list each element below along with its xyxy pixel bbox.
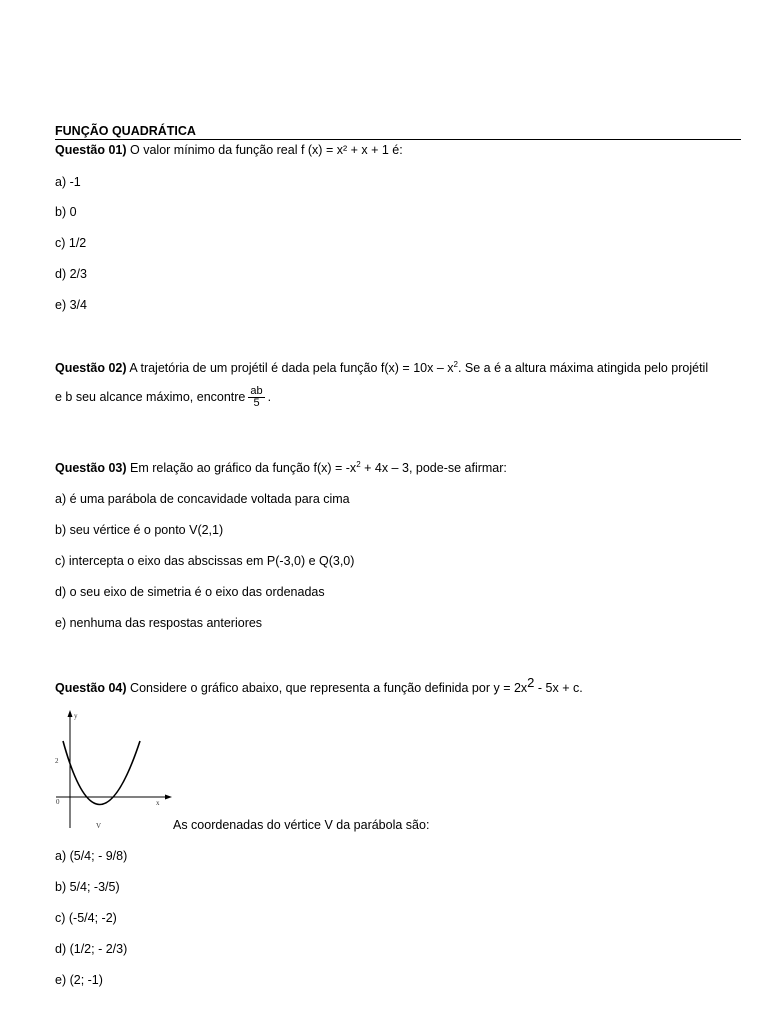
q3-option-c: c) intercepta o eixo das abscissas em P(-3,0) e Q(3,0) <box>55 554 355 568</box>
question-4 <box>55 675 583 696</box>
question-3-label: Questão 03) <box>55 461 127 475</box>
question-1-label: Questão 01) <box>55 143 127 157</box>
fraction-numerator: ab <box>250 385 263 398</box>
question-1 <box>55 142 403 158</box>
y-intercept-label: 2 <box>55 757 59 765</box>
question-3-sup: 2 <box>356 459 361 469</box>
q1-option-d: d) 2/3 <box>55 267 87 281</box>
x-axis-label: x <box>156 799 160 807</box>
question-2-end: . <box>267 390 272 404</box>
question-2-text-a: A trajetória de um projétil é dada pela função f(x) = 10x – x <box>126 361 454 375</box>
q4-option-b: b) 5/4; -3/5) <box>55 880 120 894</box>
question-2 <box>55 360 708 376</box>
fraction-ab-over-5 <box>248 386 264 409</box>
question-2-line2 <box>55 386 271 409</box>
q3-option-d: d) o seu eixo de simetria é o eixo das ordenadas <box>55 585 325 599</box>
question-4-caption: As coordenadas do vértice V da parábola são: <box>173 818 430 832</box>
question-2-line2-text: e b seu alcance máximo, encontre <box>55 390 246 404</box>
q3-option-e: e) nenhuma das respostas anteriores <box>55 616 263 630</box>
question-3 <box>55 460 507 476</box>
question-2-text-b: . Se a é a altura máxima atingida pelo projétil <box>457 361 709 375</box>
q4-option-d: d) (1/2; - 2/3) <box>55 942 128 956</box>
question-2-label: Questão 02) <box>55 361 127 375</box>
x-axis-arrow <box>165 795 172 800</box>
question-4-sup: 2 <box>527 675 535 690</box>
q4-option-c: c) (-5/4; -2) <box>55 911 117 925</box>
q1-option-a: a) -1 <box>55 175 81 189</box>
question-4-label: Questão 04) <box>55 681 127 695</box>
q4-option-e: e) (2; -1) <box>55 973 103 987</box>
y-axis-arrow <box>68 710 73 717</box>
q1-option-e: e) 3/4 <box>55 298 87 312</box>
question-4-text-a: Considere o gráfico abaixo, que representa a função definida por y = 2x <box>126 681 528 695</box>
question-2-sup: 2 <box>453 359 458 369</box>
origin-label: 0 <box>56 798 60 806</box>
vertex-label: V <box>96 822 102 830</box>
question-3-text-b: + 4x – 3, pode-se afirmar: <box>360 461 507 475</box>
question-3-text-a: Em relação ao gráfico da função f(x) = -x <box>126 461 357 475</box>
parabola-curve <box>63 741 140 805</box>
fraction-denominator: 5 <box>253 397 260 410</box>
q4-option-a: a) (5/4; - 9/8) <box>55 849 128 863</box>
y-axis-label: y <box>74 712 78 720</box>
question-4-text-b: - 5x + c. <box>534 681 583 695</box>
q1-option-c: c) 1/2 <box>55 236 87 250</box>
q1-option-b: b) 0 <box>55 205 77 219</box>
q3-option-a: a) é uma parábola de concavidade voltada para cima <box>55 492 350 506</box>
question-1-text: O valor mínimo da função real f (x) = x² + x + 1 é: <box>126 143 403 157</box>
parabola-graph <box>50 708 180 832</box>
q3-option-b: b) seu vértice é o ponto V(2,1) <box>55 523 224 537</box>
page-title: FUNÇÃO QUADRÁTICA <box>55 124 741 140</box>
